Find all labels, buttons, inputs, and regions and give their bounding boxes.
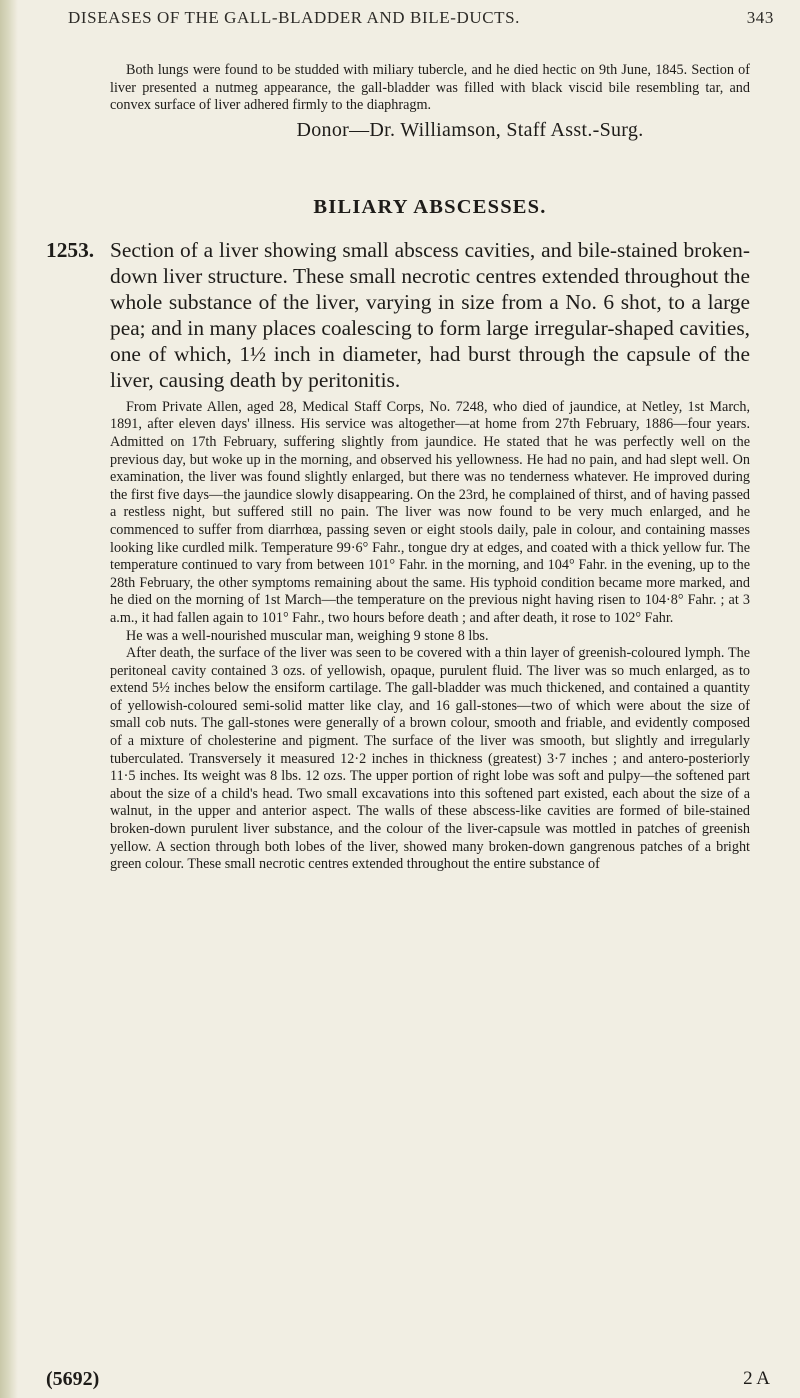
running-head [68,8,774,28]
case-paragraph: After death, the surface of the liver was seen to be covered with a thin layer of greenish-coloured lymph. The peritoneal cavity contained 3 ozs. of yellowish, opaque, purulent fluid. The liver was so much enlarged, as to extend 5½ inches below the ensiform cartilage. The gall-bladder was much thickened, and contained a quantity of yellowish-coloured semi-solid matter like clay, and 16 gall-stones—two of which were about the size of small cob nuts. The gall-stones were generally of a brown colour, smooth and friable, and evidently composed of a mixture of cholesterine and pigment. The surface of the liver was smooth, but slightly and irregularly tuberculated. Transversely it measured 12·2 inches in thickness (greatest) 3·7 inches ; and antero-posteriorly 11·5 inches. Its weight was 8 lbs. 12 ozs. The upper portion of right lobe was soft and pulpy—the softened part about the size of a child's head. Two small excavations into this softened part existed, each about the size of a walnut, in the upper and anterior aspect. The walls of these abscess-like cavities are formed of bile-stained broken-down purulent liver substance, and the colour of the liver-capsule was mottled in patches of greenish yellow. A section through both lobes of the liver, showed many broken-down gangrenous patches of a bright green colour. These small necrotic centres extended throughout the entire substance of [110,645,750,873]
donor-line: Donor—Dr. Williamson, Staff Asst.-Surg. [296,118,644,141]
specimen-entry [46,237,750,393]
page-number: 343 [746,8,774,27]
page-edge-shadow [0,0,18,1398]
signature-mark: 2 A [743,1368,770,1389]
specimen-number: 1253. [46,237,95,262]
case-paragraph: He was a well-nourished muscular man, weighing 9 stone 8 lbs. [126,627,489,644]
page-body [46,62,750,874]
case-history [110,399,750,874]
case-paragraph: From Private Allen, aged 28, Medical Staff Corps, No. 7248, who died of jaundice, at Netley, 1st March, 1891, after eleven days' illness. His service was altogether—at home from 27th February, 1886—four years. Admitted on 17th February, suffering slightly from jaundice. He stated that he was perfectly well on the previous day, but woke up in the morning, and observed his yellowness. He had no pain, and had slept well. On examination, the liver was found slightly enlarged, but there was no tenderness whatever. He improved during the first five days—the jaundice slowly disappearing. On the 23rd, he complained of thirst, and of having passed a restless night, but suffered still no pain. The liver was now found to be very much enlarged, and he commenced to suffer from diarrhœa, passing seven or eight stools daily, pale in colour, and containing masses looking like curdled milk. Temperature 99·6° Fahr., tongue dry at edges, and coated with a thick yellow fur. The temperature continued to vary from between 101° Fahr. in the morning, and 104° Fahr. in the evening, up to the 28th February, the other symptoms remaining about the same. His typhoid condition became more marked, and he died on the morning of 1st March—the temperature on the previous night having risen to 104·8° Fahr. ; at 3 a.m., it had fallen again to 101° Fahr., two hours before death ; and after death, it rose to 102° Fahr. [110,398,750,626]
page-footer [46,1368,770,1391]
print-number: (5692) [46,1368,100,1390]
preceding-case-text: Both lungs were found to be studded with miliary tubercle, and he died hectic on 9th June, 1845. Section of liver presented a nutmeg appearance, the gall-bladder was filled with black viscid bile resembling tar, and convex surface of liver adhered firmly to the diaphragm. [110,62,750,114]
specimen-description: Section of a liver showing small abscess cavities, and bile-stained broken-down liver structure. These small necrotic centres extended throughout the whole substance of the liver, varying in size from a No. 6 shot, to a large pea; and in many places coalescing to form large irregular-shaped cavities, one of which, 1½ inch in diameter, had burst through the capsule of the liver, causing death by peritonitis. [110,237,750,392]
section-heading: BILIARY ABSCESSES. [313,195,547,218]
running-head-title: DISEASES OF THE GALL-BLADDER AND BILE-DUCTS. [68,8,521,27]
